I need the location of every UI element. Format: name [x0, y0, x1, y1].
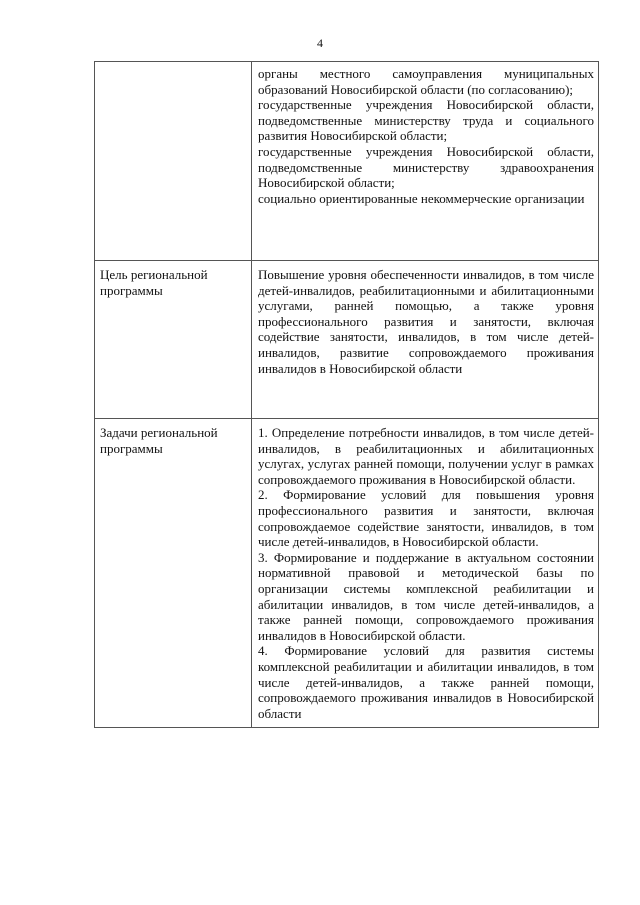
- table-row-goal: [95, 261, 599, 419]
- content-paragraph: Повышение уровня обеспеченности инвалидов, в том числе детей-инвалидов, реабилитационными и абилитационными услугами, ранней помощью, а также уровня профессионального развития и занятости, включая содействие занятости, инвалидов, в том числе детей-инвалидов, развитие сопровождаемого проживания инвалидов в Новосибирской области: [258, 267, 594, 376]
- page-number: 4: [317, 36, 323, 50]
- row-label: Цель региональной программы: [95, 261, 252, 419]
- content-paragraph: государственные учреждения Новосибирской области, подведомственные министерству здравоохранения Новосибирской области;: [258, 143, 594, 191]
- content-paragraph: государственные учреждения Новосибирской области, подведомственные министерству труда и социального развития Новосибирской области;: [258, 97, 594, 144]
- content-paragraph: 2. Формирование условий для повышения уровня профессионального развития и занятости, включая сопровождаемое содействие занятости, инвалидов, в том числе детей-инвалидов, в Новосибирской области.: [258, 487, 594, 550]
- table-row-tasks: [95, 419, 599, 728]
- row-content: [252, 261, 599, 419]
- row-label: Задачи региональной программы: [95, 419, 252, 728]
- content-paragraph: 4. Формирование условий для развития системы комплексной реабилитации и абилитации инвалидов, в том числе детей-инвалидов, а также ранней помощи, сопровождаемого проживания инвалидов в Новосибирской области: [258, 643, 594, 721]
- content-paragraph: органы местного самоуправления муниципальных образований Новосибирской области (по согласованию);: [258, 66, 594, 97]
- program-passport-table: [94, 61, 599, 728]
- content-paragraph: 3. Формирование и поддержание в актуальном состоянии нормативной правовой и методической базы по организации системы комплексной реабилитации и абилитации инвалидов, в том числе детей-инвалидов, а также ранней помощи, сопровождаемого проживания инвалидов в Новосибирской области.: [258, 549, 594, 643]
- row-content: [252, 419, 599, 728]
- table-row-participants: [95, 62, 599, 261]
- row-content: [252, 62, 599, 261]
- content-paragraph: социально ориентированные некоммерческие организации: [258, 190, 585, 206]
- row-label: [95, 62, 252, 261]
- content-paragraph: 1. Определение потребности инвалидов, в том числе детей-инвалидов, в реабилитационных и абилитационных услугах, услугах ранней помощи, получении услуг в рамках сопровождаемого проживания в Новосибирской области.: [258, 425, 594, 487]
